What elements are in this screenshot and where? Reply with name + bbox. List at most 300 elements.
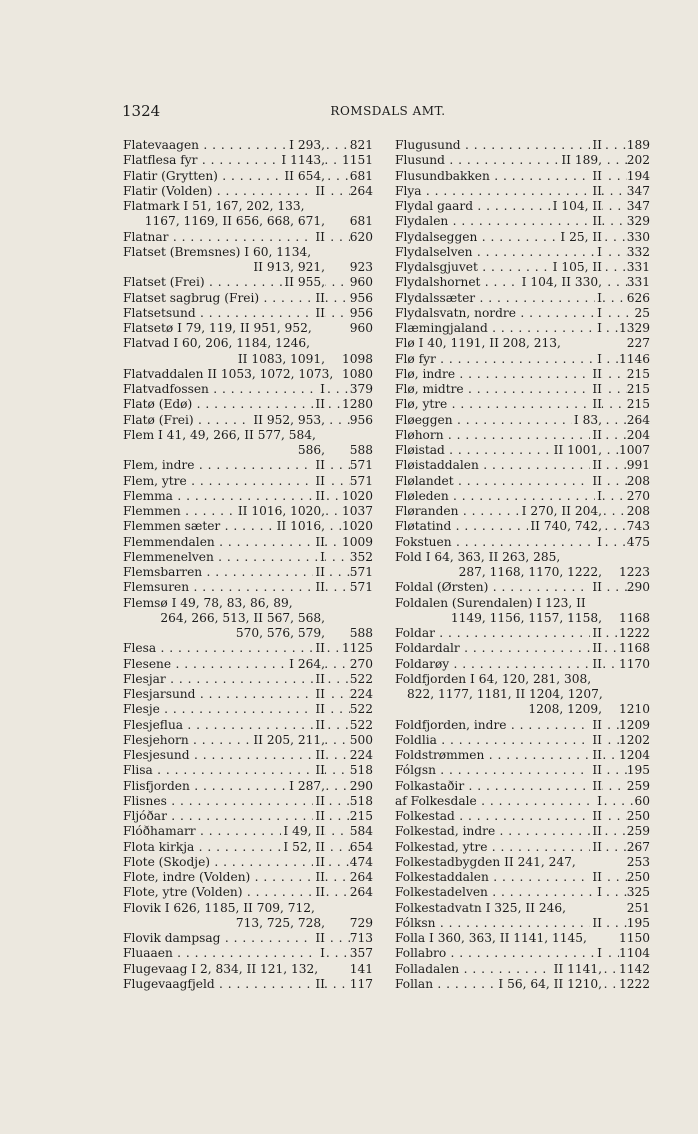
- index-entry: [123, 138, 373, 153]
- entry-name: Foldfjorden I 64, 120, 281, 308,: [395, 671, 592, 686]
- index-entry: [395, 748, 650, 763]
- index-entry: [395, 916, 650, 931]
- entry-page: 250: [626, 870, 650, 884]
- index-column-left: [123, 138, 373, 992]
- entry-page: 25: [634, 305, 650, 320]
- entry-page: 1168: [618, 641, 650, 656]
- entry-line: [395, 641, 650, 656]
- entry-page: 290: [626, 580, 650, 595]
- entry-page: 956: [349, 305, 373, 320]
- entry-page: 331: [626, 275, 650, 290]
- entry-name: af Folkesdale . . .: [395, 794, 650, 808]
- entry-volume: I: [320, 549, 325, 564]
- entry-volume: II 1001,: [553, 443, 602, 457]
- entry-line: [395, 428, 650, 443]
- entry-page: 1020: [341, 488, 373, 503]
- index-entry: [123, 230, 373, 245]
- entry-name: Flatset sagbrug (Frei) . . .: [123, 291, 373, 305]
- index-entry: [123, 870, 373, 885]
- index-entry: [123, 840, 373, 855]
- entry-line: [123, 809, 373, 824]
- entry-volume: II 952, 953,: [253, 412, 325, 427]
- entry-name: Fljóðar . . .: [123, 809, 373, 823]
- entry-name: Follabro . . .: [395, 946, 650, 960]
- entry-volume: II 1141,: [553, 961, 602, 976]
- entry-page: 1329: [618, 321, 650, 335]
- entry-volume: II: [315, 671, 325, 686]
- entry-page: 357: [349, 946, 373, 961]
- entry-line: [123, 550, 373, 565]
- entry-volume: I: [597, 534, 602, 549]
- index-entry: [123, 306, 373, 321]
- entry-line: [395, 657, 650, 672]
- entry-page: 956: [349, 290, 373, 305]
- index-entry: [395, 458, 650, 473]
- entry-name: Flesje . . .: [123, 702, 373, 716]
- entry-volume: II: [592, 748, 602, 762]
- index-entry: [395, 382, 650, 397]
- entry-name: Flatvaddalen II 1053, 1072, 1073,: [123, 366, 334, 381]
- entry-line: [395, 916, 650, 931]
- index-entry: [395, 504, 650, 519]
- entry-page: 264: [349, 183, 373, 198]
- entry-page: 117: [349, 976, 373, 991]
- entry-name: Flemsuren . . .: [123, 580, 373, 594]
- entry-name: Flydalen . . .: [395, 214, 650, 228]
- index-entry: [395, 840, 650, 855]
- index-entry: [395, 550, 650, 581]
- entry-volume: I: [597, 885, 602, 900]
- entry-line: [123, 870, 373, 885]
- entry-volume: II: [315, 641, 325, 656]
- entry-volume: I 52, II: [283, 839, 325, 854]
- entry-name: Fold I 64, 363, II 263, 285,: [395, 549, 561, 564]
- entry-line: [395, 153, 650, 168]
- entry-line: [395, 260, 650, 275]
- entry-name: Fluaaen . . .: [123, 946, 373, 960]
- entry-page: 270: [349, 656, 373, 671]
- entry-name: Flatsetsund . . .: [123, 306, 373, 320]
- entry-name: Flatir (Grytten) . . .: [123, 169, 373, 183]
- entry-name: Flesjeflua . . .: [123, 718, 373, 732]
- entry-volume: II: [315, 473, 325, 488]
- entry-name: Folla I 360, 363, II 1141, 1145,: [395, 931, 587, 945]
- entry-volume: II: [315, 854, 325, 869]
- index-entry: [395, 855, 650, 870]
- entry-line: [123, 702, 373, 717]
- entry-volume: II 740, 742,: [530, 519, 602, 534]
- entry-page: 1151: [341, 153, 373, 168]
- entry-page: 141: [349, 961, 373, 976]
- entry-continuation: 264, 266, 513, II 567, 568,: [160, 610, 325, 625]
- entry-name: Flydalsvatn, nordre . . .: [395, 306, 650, 320]
- index-entry: [123, 946, 373, 961]
- index-entry: [395, 230, 650, 245]
- index-entry: [123, 199, 373, 230]
- entry-volume: I 25, II: [560, 229, 602, 244]
- entry-volume: II: [315, 183, 325, 198]
- entry-page: 330: [626, 229, 650, 244]
- entry-name: Flem, indre . . .: [123, 458, 373, 472]
- entry-name: Flydalssæter . . .: [395, 291, 650, 305]
- index-column-right: [395, 138, 650, 992]
- index-entry: [395, 184, 650, 199]
- index-entry: [123, 458, 373, 473]
- entry-name: Folkestadbygden II 241, 247,: [395, 854, 576, 869]
- entry-line: [123, 153, 373, 168]
- index-entry: [395, 794, 650, 809]
- page-title: ROMSDALS AMT.: [330, 104, 446, 118]
- entry-page: 821: [349, 138, 373, 152]
- entry-name: Folladalen . . .: [395, 962, 650, 976]
- entry-line: [395, 199, 650, 214]
- entry-name: Flydalselven . . .: [395, 245, 650, 259]
- entry-volume: II: [315, 931, 325, 945]
- index-entry: [395, 336, 650, 351]
- entry-name: Flem, ytre . . .: [123, 474, 373, 488]
- entry-page: 1168: [618, 610, 650, 625]
- entry-line: [123, 779, 373, 794]
- entry-line: [395, 306, 650, 321]
- entry-line: [395, 458, 650, 473]
- entry-volume: I 104, II 330,: [521, 275, 602, 290]
- entry-name: Flydalseggen . . .: [395, 230, 650, 244]
- entry-line: [395, 138, 650, 153]
- index-entry: [123, 550, 373, 565]
- entry-name: Folkestad, indre . . .: [395, 824, 650, 838]
- entry-name: Flesjarsund . . .: [123, 687, 373, 701]
- entry-name: Flæmingjaland . . .: [395, 321, 650, 335]
- entry-name: Flesjar . . .: [123, 672, 373, 686]
- entry-line: [395, 214, 650, 229]
- entry-volume: I 104, II: [552, 199, 602, 213]
- entry-volume: I 56, 64, II 1210,: [498, 976, 602, 991]
- index-entry: [395, 352, 650, 367]
- entry-name: Flatø (Edø) . . .: [123, 397, 373, 411]
- entry-line: [123, 382, 373, 397]
- index-entry: [395, 413, 650, 428]
- entry-line: [395, 809, 650, 824]
- entry-line: [123, 565, 373, 580]
- entry-name: Foldstrømmen . . .: [395, 748, 650, 762]
- entry-volume: II: [315, 534, 325, 549]
- entry-volume: II: [315, 488, 325, 503]
- entry-line: [395, 519, 650, 534]
- index-entry: [395, 306, 650, 321]
- page-number: 1324: [122, 102, 161, 120]
- entry-name: Flatir (Volden) . . .: [123, 184, 373, 198]
- index-entry: [123, 809, 373, 824]
- entry-name: Folkestadelven . . .: [395, 885, 650, 899]
- entry-line: [123, 474, 373, 489]
- entry-volume: II: [315, 229, 325, 244]
- entry-volume: I: [597, 321, 602, 335]
- entry-page: 227: [626, 336, 650, 351]
- entry-page: 264: [349, 885, 373, 900]
- entry-name: Flatsetø I 79, 119, II 951, 952,: [123, 321, 312, 335]
- entry-line: [123, 641, 373, 656]
- entry-line: [123, 946, 373, 961]
- entry-name: Fløeggen . . .: [395, 413, 650, 427]
- entry-line: [123, 733, 373, 748]
- entry-name: Flydalshornet . . .: [395, 275, 650, 289]
- index-entry: [395, 519, 650, 534]
- index-entry: [395, 535, 650, 550]
- entry-name: Flatvadfossen . . .: [123, 382, 373, 396]
- entry-page: 588: [349, 626, 373, 640]
- entry-continuation: II 1083, 1091,: [237, 351, 325, 366]
- entry-page: 1020: [341, 519, 373, 534]
- entry-line: [123, 275, 373, 290]
- entry-page: 571: [349, 473, 373, 488]
- entry-volume: II: [315, 687, 325, 701]
- entry-volume: II: [315, 870, 325, 884]
- entry-page: 215: [349, 809, 373, 823]
- entry-line: [123, 794, 373, 809]
- entry-volume: II: [592, 427, 602, 442]
- entry-line: [123, 504, 373, 519]
- entry-line: [123, 169, 373, 184]
- entry-name: Flugevaagfjeld . . .: [123, 977, 373, 991]
- entry-volume: I: [597, 305, 602, 320]
- entry-name: Foldal (Ørsten) . . .: [395, 580, 650, 594]
- entry-volume: I: [597, 488, 602, 503]
- entry-page: 329: [626, 214, 650, 229]
- index-entry: [123, 641, 373, 656]
- entry-name: Flóðhamarr . . .: [123, 824, 373, 838]
- entry-name: Foldlia . . .: [395, 733, 650, 747]
- entry-page: 588: [349, 443, 373, 457]
- entry-line: [395, 184, 650, 199]
- entry-page: 1146: [618, 351, 650, 366]
- index-entry: [395, 489, 650, 504]
- entry-name: Flisfjorden . . .: [123, 779, 373, 793]
- entry-volume: I: [597, 290, 602, 305]
- entry-name: Flugusund . . .: [395, 138, 650, 152]
- entry-name: Flisnes . . .: [123, 794, 373, 808]
- entry-volume: II: [592, 824, 602, 839]
- entry-volume: I: [597, 793, 602, 808]
- entry-volume: I 287,: [289, 778, 325, 793]
- entry-name: Flemsø I 49, 78, 83, 86, 89,: [123, 595, 293, 610]
- index-entry: [123, 748, 373, 763]
- entry-page: 1007: [618, 443, 650, 457]
- entry-page: 194: [626, 168, 650, 183]
- entry-name: Flota kirkja . . .: [123, 840, 373, 854]
- entry-name: Flydal gaard . . .: [395, 199, 650, 213]
- index-entry: [123, 657, 373, 672]
- entry-volume: I: [320, 382, 325, 396]
- entry-page: 195: [626, 915, 650, 930]
- entry-page: 331: [626, 260, 650, 274]
- entry-page: 204: [626, 427, 650, 442]
- entry-continuation: II 913, 921,: [253, 260, 325, 274]
- entry-line: [123, 519, 373, 534]
- entry-page: 189: [626, 138, 650, 152]
- entry-line: [123, 840, 373, 855]
- entry-page: 522: [349, 717, 373, 732]
- index-entry: [123, 733, 373, 748]
- entry-line: [395, 245, 650, 260]
- index-entry: [395, 321, 650, 336]
- entry-line: [123, 931, 373, 946]
- index-entry: [395, 626, 650, 641]
- entry-page: 332: [626, 244, 650, 259]
- index-entry: [395, 718, 650, 733]
- entry-volume: II: [315, 580, 325, 595]
- index-entry: [123, 779, 373, 794]
- entry-name: Flya . . .: [395, 184, 650, 198]
- entry-volume: II: [592, 717, 602, 732]
- entry-page: 1280: [341, 397, 373, 412]
- entry-name: Flatset (Frei) . . .: [123, 275, 373, 289]
- entry-page: 681: [349, 168, 373, 183]
- entry-volume: II: [592, 778, 602, 793]
- index-entry: [395, 169, 650, 184]
- entry-line: [395, 748, 650, 763]
- entry-volume: II: [592, 214, 602, 229]
- index-entry: [123, 382, 373, 397]
- entry-volume: I: [597, 244, 602, 259]
- entry-page: 500: [349, 732, 373, 747]
- index-entry: [123, 428, 373, 459]
- entry-page: 325: [626, 885, 650, 900]
- entry-volume: I: [597, 946, 602, 961]
- entry-page: 1098: [341, 351, 373, 366]
- entry-continuation: 570, 576, 579,: [235, 626, 325, 640]
- entry-name: Flesene . . .: [123, 657, 373, 671]
- entry-page: 224: [349, 687, 373, 701]
- entry-line: [395, 382, 650, 397]
- entry-line: [395, 946, 650, 961]
- entry-page: 352: [349, 549, 373, 564]
- index-entry: [123, 535, 373, 550]
- entry-line: [123, 397, 373, 412]
- index-entry: [123, 931, 373, 946]
- entry-name: Fløistaddalen . . .: [395, 458, 650, 472]
- entry-name: Fløleden . . .: [395, 489, 650, 503]
- entry-line: [395, 885, 650, 900]
- index-entry: [123, 824, 373, 839]
- entry-line: [123, 718, 373, 733]
- entry-name: Flovik I 626, 1185, II 709, 712,: [123, 900, 315, 915]
- entry-name: Flatflesa fyr . . .: [123, 153, 373, 167]
- entry-volume: II 654,: [284, 168, 325, 183]
- entry-line: [123, 184, 373, 199]
- entry-page: 474: [349, 854, 373, 869]
- entry-page: 1104: [618, 946, 650, 961]
- entry-line: [395, 367, 650, 382]
- entry-page: 571: [349, 565, 373, 579]
- entry-volume: II: [315, 748, 325, 762]
- entry-line: [395, 413, 650, 428]
- index-entry: [395, 580, 650, 595]
- entry-page: 259: [626, 778, 650, 793]
- entry-volume: II: [315, 885, 325, 900]
- entry-name: Flemmen sæter . . .: [123, 519, 373, 533]
- entry-line: [123, 763, 373, 778]
- entry-volume: I 1143,: [281, 153, 325, 168]
- entry-volume: II: [315, 397, 325, 412]
- page-header: [118, 102, 658, 122]
- entry-volume: II: [592, 473, 602, 488]
- entry-page: 1142: [618, 961, 650, 976]
- entry-page: 250: [626, 809, 650, 823]
- index-entry: [395, 138, 650, 153]
- entry-name: Folkestad . . .: [395, 809, 650, 823]
- index-entry: [395, 443, 650, 458]
- entry-volume: II: [592, 397, 602, 412]
- index-entry: [123, 855, 373, 870]
- entry-page: 264: [349, 870, 373, 884]
- entry-volume: I 49, II: [283, 824, 325, 839]
- entry-volume: II: [592, 366, 602, 381]
- entry-line: [123, 489, 373, 504]
- entry-name: Fólksn . . .: [395, 916, 650, 930]
- entry-line: [395, 352, 650, 367]
- entry-volume: I: [320, 946, 325, 961]
- entry-name: Flatvad I 60, 206, 1184, 1246,: [123, 336, 310, 351]
- entry-volume: II 205, 211,: [253, 732, 325, 747]
- entry-page: 215: [626, 366, 650, 381]
- entry-name: Flatnar . . .: [123, 230, 373, 244]
- index-entry: [123, 489, 373, 504]
- entry-name: Flemmendalen . . .: [123, 535, 373, 549]
- entry-line: [123, 291, 373, 306]
- entry-line: [123, 230, 373, 245]
- entry-name: Follan . . .: [395, 977, 650, 991]
- entry-name: Fokstuen . . .: [395, 535, 650, 549]
- entry-page: 960: [349, 321, 373, 335]
- entry-name: Fløhorn . . .: [395, 428, 650, 442]
- entry-page: 991: [626, 458, 650, 473]
- index-entry: [123, 565, 373, 580]
- entry-name: Flølandet . . .: [395, 474, 650, 488]
- entry-name: Flø I 40, 1191, II 208, 213,: [395, 336, 561, 351]
- entry-page: 743: [626, 519, 650, 534]
- entry-continuation: 1208, 1209,: [528, 702, 602, 717]
- entry-name: Flø fyr . . .: [395, 352, 650, 366]
- index-entry: [395, 809, 650, 824]
- entry-page: 1222: [618, 976, 650, 991]
- entry-line: [395, 397, 650, 412]
- entry-volume: II: [592, 168, 602, 183]
- entry-name: Flugevaag I 2, 834, II 121, 132,: [123, 961, 319, 976]
- entry-page: 1209: [618, 717, 650, 732]
- entry-line: [395, 535, 650, 550]
- entry-line: [395, 962, 650, 977]
- entry-page: 267: [626, 839, 650, 854]
- entry-page: 1222: [618, 626, 650, 640]
- entry-name: Flø, indre . . .: [395, 367, 650, 381]
- index-entry: [395, 946, 650, 961]
- entry-name: Flydalsgjuvet . . .: [395, 260, 650, 274]
- index-entry: [395, 641, 650, 656]
- index-entry: [395, 672, 650, 718]
- entry-page: 571: [349, 580, 373, 595]
- entry-volume: II: [592, 183, 602, 198]
- index-entry: [123, 519, 373, 534]
- entry-page: 259: [626, 824, 650, 839]
- entry-line: [123, 748, 373, 763]
- entry-name: Flem I 41, 49, 266, II 577, 584,: [123, 427, 316, 442]
- index-entry: [395, 596, 650, 627]
- entry-page: 379: [349, 382, 373, 396]
- entry-volume: I 264,: [289, 656, 325, 671]
- entry-line: [123, 687, 373, 702]
- entry-volume: II: [592, 382, 602, 396]
- entry-name: Foldalen (Surendalen) I 123, II: [395, 595, 586, 610]
